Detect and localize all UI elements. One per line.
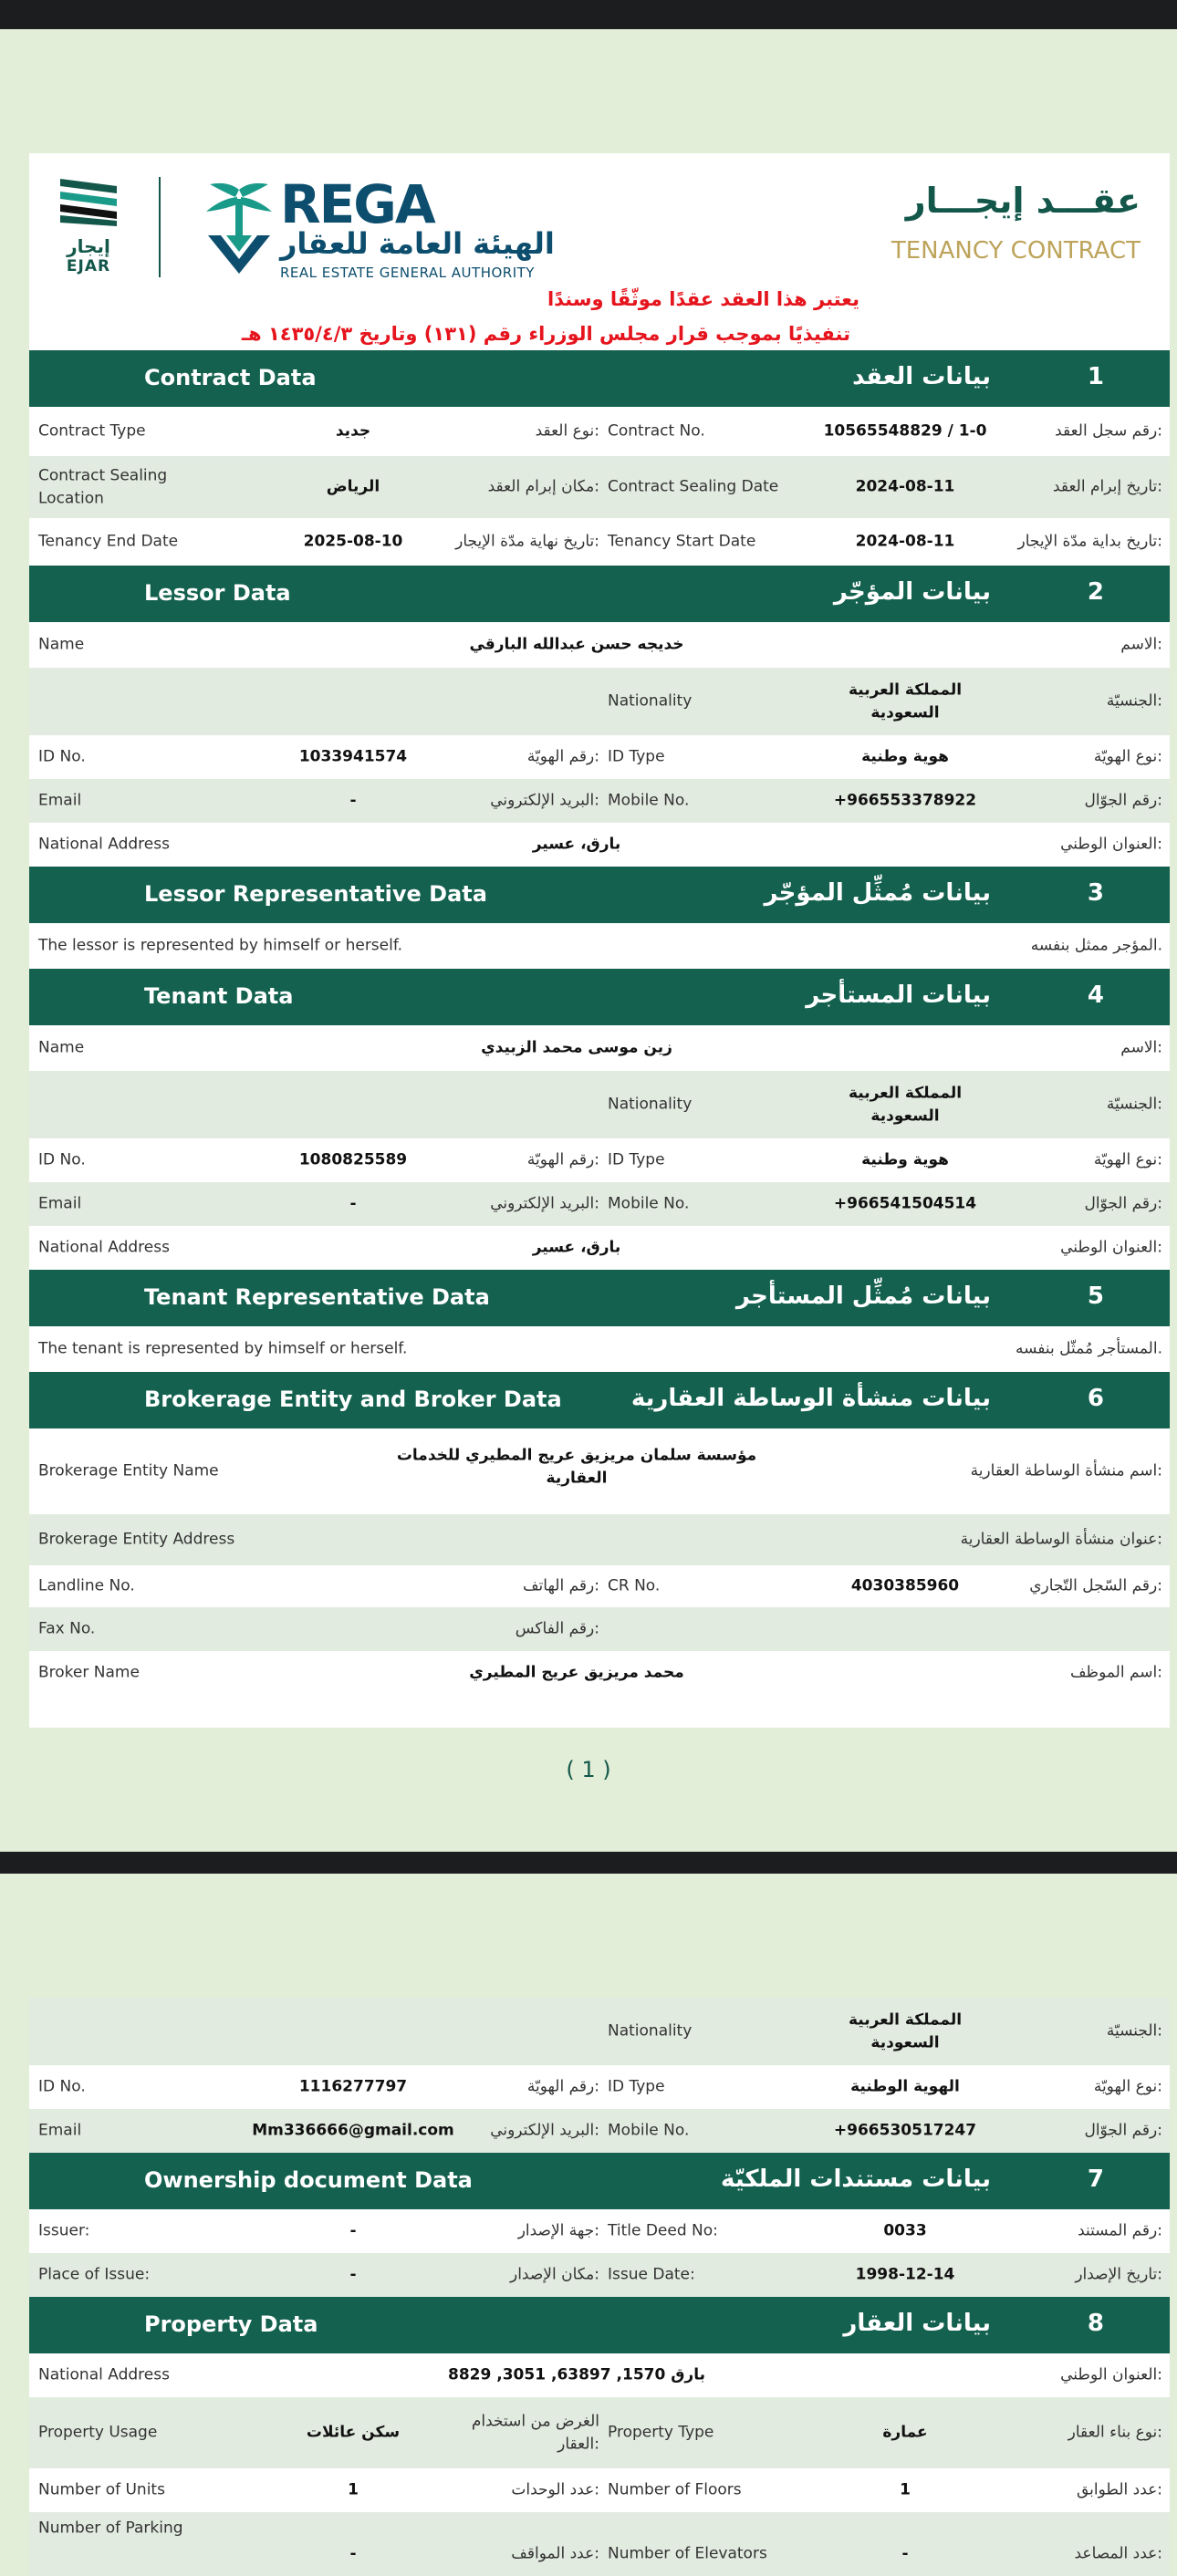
field-value: الهوية الوطنية xyxy=(850,2077,960,2096)
nationality-line-1: المملكة العربية xyxy=(848,2010,963,2030)
field-value: 0033 xyxy=(883,2221,927,2240)
field-value: 2025-08-10 xyxy=(303,532,403,551)
section-number: 7 xyxy=(1087,2166,1104,2193)
field-value: +966530517247 xyxy=(833,2121,977,2140)
field-label-en: Name xyxy=(38,1038,85,1057)
field-label-ar: جهة الإصدار: xyxy=(517,2221,599,2240)
contract-page-2 xyxy=(29,1998,1170,2563)
field-value: الرياض xyxy=(326,477,380,496)
nationality-line-1: المملكة العربية xyxy=(848,1084,963,1103)
field-label-en: ID No. xyxy=(38,1150,86,1169)
document-title-ar: عقـــد إيجـــار xyxy=(905,181,1141,221)
section-header-tenant-data xyxy=(29,969,1170,1025)
field-label-ar xyxy=(453,2410,599,2455)
field-label-en: Email xyxy=(38,2121,82,2140)
field-label-ar: تاريخ إبرام العقد: xyxy=(1052,477,1162,496)
field-label-en: Mobile No. xyxy=(608,791,690,810)
field-label-ar: مكان الإصدار: xyxy=(509,2265,599,2284)
field-label-ar: الجنسيّة: xyxy=(1106,1095,1162,1114)
table-row xyxy=(29,735,1170,779)
table-row xyxy=(29,1182,1170,1226)
ejar-logo xyxy=(47,173,130,275)
legal-notice-line-1: يعتبر هذا العقد عقدًا موثّقًا وسندًا xyxy=(547,288,859,310)
table-row xyxy=(29,2397,1170,2468)
field-label-ar: الاسم: xyxy=(1120,635,1162,654)
field-label-ar: نوع بناء العقار: xyxy=(1068,2423,1162,2442)
field-value: جديد xyxy=(335,421,371,441)
field-value: سكن عائلات xyxy=(306,2423,401,2442)
field-label-en: ID No. xyxy=(38,2077,86,2096)
field-label-ar: رقم الهويّة: xyxy=(526,1150,599,1169)
table-row xyxy=(29,1428,1170,1514)
field-label-en: Contract Sealing Date xyxy=(608,477,779,496)
brokerage-name-line-2: العقارية xyxy=(546,1469,608,1487)
field-label-en: ID Type xyxy=(608,2077,665,2096)
field-label-en: Contract No. xyxy=(608,421,705,441)
field-label-ar: الاسم: xyxy=(1120,1038,1162,1057)
field-label-en: Issuer: xyxy=(38,2221,90,2240)
field-label-ar: رقم الفاكس: xyxy=(515,1619,599,1638)
section-title-ar: بيانات منشأة الوساطة العقارية xyxy=(630,1385,991,1412)
rega-arabic-name: الهيئة العامة للعقار xyxy=(280,226,555,261)
nationality-line-2: السعودية xyxy=(870,2033,940,2051)
field-label-ar: العنوان الوطني: xyxy=(1060,1238,1162,1257)
section-number: 2 xyxy=(1087,578,1104,606)
table-row xyxy=(29,2109,1170,2153)
field-label-en: Title Deed No: xyxy=(608,2221,718,2240)
field-value: Mm336666@gmail.com xyxy=(252,2121,454,2140)
field-value: - xyxy=(349,2544,357,2563)
section-title-ar: بيانات العقار xyxy=(843,2310,991,2337)
section-title-ar: بيانات المستأجر xyxy=(806,982,991,1009)
section-number: 1 xyxy=(1087,363,1104,390)
table-row xyxy=(29,779,1170,823)
field-label-ar: رقم الجوّال: xyxy=(1084,2121,1162,2140)
logo-divider xyxy=(159,177,161,277)
field-label-en: ID Type xyxy=(608,747,665,766)
note-en: The lessor is represented by himself or herself. xyxy=(38,936,402,955)
section-number: 3 xyxy=(1087,879,1104,907)
table-row xyxy=(29,668,1170,735)
nationality-line-1: المملكة العربية xyxy=(848,680,963,700)
rega-english-name: REAL ESTATE GENERAL AUTHORITY xyxy=(280,265,535,281)
field-label-ar: البريد الإلكتروني: xyxy=(490,791,599,810)
field-value: +966553378922 xyxy=(833,791,977,810)
field-label-en: Contract Type xyxy=(38,421,146,441)
field-value: بارق، عسير xyxy=(532,1238,621,1257)
table-row xyxy=(29,2353,1170,2397)
section-number: 6 xyxy=(1087,1385,1104,1412)
usage-label-line-2: العقار: xyxy=(557,2435,599,2453)
field-label-ar: رقم الهاتف: xyxy=(522,1576,599,1595)
section-header-tenant-representative xyxy=(29,1270,1170,1326)
field-value: 1116277797 xyxy=(298,2077,408,2096)
table-row xyxy=(29,2512,1170,2576)
field-label-en: Mobile No. xyxy=(608,1194,690,1213)
field-label-en: Property Usage xyxy=(38,2423,158,2442)
section-title-ar: بيانات العقد xyxy=(852,363,991,390)
field-label-en: CR No. xyxy=(608,1576,661,1595)
table-row xyxy=(29,2468,1170,2512)
table-row xyxy=(29,1025,1170,1071)
field-label-en: Property Type xyxy=(608,2423,714,2442)
field-value: 1 xyxy=(348,2480,359,2499)
table-row xyxy=(29,823,1170,867)
field-label-en: Nationality xyxy=(608,1095,693,1114)
brokerage-name-line-1: مؤسسة سلمان مريزيق عريج المطيري للخدمات xyxy=(396,1446,757,1465)
field-value: بارق، عسير xyxy=(532,835,621,854)
table-row xyxy=(29,622,1170,668)
field-label-ar: البريد الإلكتروني: xyxy=(490,1194,599,1213)
field-label-ar: مكان إبرام العقد: xyxy=(487,477,599,496)
section-title-ar: بيانات مُمثِّل المؤجّر xyxy=(764,879,991,907)
ejar-logo-icon xyxy=(58,173,119,228)
field-label-ar: نوع الهويّة: xyxy=(1093,1150,1162,1169)
field-label-en: Nationality xyxy=(608,2021,693,2041)
note-ar: المؤجر ممثل بنفسه. xyxy=(1030,936,1162,955)
table-row xyxy=(29,1138,1170,1182)
section-title-en: Ownership document Data xyxy=(144,2167,473,2193)
page-separator-bar xyxy=(0,1852,1177,1874)
section-number: 5 xyxy=(1087,1283,1104,1310)
field-label-en: National Address xyxy=(38,835,170,854)
field-value: - xyxy=(901,2544,909,2563)
field-label-ar: نوع الهويّة: xyxy=(1093,2077,1162,2096)
field-label-en: Landline No. xyxy=(38,1576,135,1595)
field-label-ar: نوع الهويّة: xyxy=(1093,747,1162,766)
table-row xyxy=(29,1998,1170,2065)
field-label-en: ID No. xyxy=(38,747,86,766)
field-label-ar: رقم السّجل التّجاري: xyxy=(1029,1576,1162,1595)
field-label-ar: رقم الجوّال: xyxy=(1084,791,1162,810)
field-label-ar: عدد المصاعد: xyxy=(1074,2544,1162,2563)
field-label-ar: تاريخ بداية مدّة الإيجار: xyxy=(1017,532,1162,551)
section-title-en: Contract Data xyxy=(144,365,317,390)
field-label-ar: نوع العقد: xyxy=(535,421,599,441)
field-value: 1 xyxy=(900,2480,911,2499)
field-value: محمد مريزيق عريج المطيري xyxy=(469,1663,684,1682)
table-row xyxy=(29,2209,1170,2253)
field-value: 1998-12-14 xyxy=(855,2265,955,2284)
table-row xyxy=(29,1071,1170,1138)
field-label-en: Number of Elevators xyxy=(608,2544,767,2563)
table-row xyxy=(29,1514,1170,1565)
field-value: 2024-08-11 xyxy=(855,532,955,551)
note-ar: المستأجر مُمثّل بنفسه. xyxy=(1016,1339,1162,1358)
document-header xyxy=(29,153,1170,381)
table-row xyxy=(29,2065,1170,2109)
section-title-en: Lessor Representative Data xyxy=(144,881,487,907)
contract-page-1 xyxy=(29,153,1170,1728)
field-label-ar: عدد المواقف: xyxy=(511,2544,599,2563)
field-label-ar: العنوان الوطني: xyxy=(1060,2365,1162,2384)
field-label-ar: رقم المستند: xyxy=(1078,2221,1162,2240)
field-value xyxy=(376,1444,777,1489)
field-label-en: National Address xyxy=(38,2365,170,2384)
field-label-ar: اسم منشأة الوساطة العقارية: xyxy=(970,1461,1162,1480)
field-label-en: Number of Floors xyxy=(608,2480,742,2499)
section-header-ownership-document xyxy=(29,2153,1170,2209)
table-row xyxy=(29,456,1170,518)
field-label-ar: الجنسيّة: xyxy=(1106,691,1162,711)
section-title-en: Property Data xyxy=(144,2311,318,2337)
section-title-en: Tenant Representative Data xyxy=(144,1284,490,1310)
section-title-en: Brokerage Entity and Broker Data xyxy=(144,1387,562,1412)
section-title-en: Lessor Data xyxy=(144,580,291,606)
field-label-en: Number of Units xyxy=(38,2480,165,2499)
field-label-ar: رقم سجل العقد: xyxy=(1055,421,1162,441)
section-title-en: Tenant Data xyxy=(144,983,294,1009)
field-label-ar: اسم الموظف: xyxy=(1069,1663,1162,1682)
ejar-logo-ar: إيجار xyxy=(67,235,110,257)
field-label-en: Name xyxy=(38,635,85,654)
field-label-en: Email xyxy=(38,1194,82,1213)
section-title-ar: بيانات المؤجّر xyxy=(833,578,991,606)
section-header-contract-data xyxy=(29,350,1170,407)
field-value: 10565548829 / 1-0 xyxy=(823,421,987,441)
nationality-line-2: السعودية xyxy=(870,703,940,722)
field-label-en: National Address xyxy=(38,1238,170,1257)
field-value: - xyxy=(349,791,357,810)
section-title-ar: بيانات مستندات الملكيّة xyxy=(721,2166,991,2193)
field-label-en: Place of Issue: xyxy=(38,2265,151,2284)
document-title-en: TENANCY CONTRACT xyxy=(891,237,1141,265)
table-row xyxy=(29,518,1170,566)
rega-wordmark: REGA xyxy=(280,173,434,235)
field-label-en: Contract Sealing Location xyxy=(38,466,168,507)
table-row xyxy=(29,1565,1170,1607)
field-label-ar: رقم الجوّال: xyxy=(1084,1194,1162,1213)
field-value: 1080825589 xyxy=(298,1150,408,1169)
top-status-bar xyxy=(0,0,1177,29)
field-label-ar: تاريخ نهاية مدّة الإيجار: xyxy=(455,532,599,551)
field-label-en: Tenancy Start Date xyxy=(608,532,756,551)
field-label-ar: عدد الطوابق: xyxy=(1076,2480,1162,2499)
field-label-en: Issue Date: xyxy=(608,2265,695,2284)
field-label-en: ID Type xyxy=(608,1150,665,1169)
field-label-en: Mobile No. xyxy=(608,2121,690,2140)
rega-logo xyxy=(203,173,586,281)
section-number: 8 xyxy=(1087,2310,1104,2337)
table-row xyxy=(29,1607,1170,1651)
section-header-brokerage xyxy=(29,1372,1170,1428)
field-label-en: Broker Name xyxy=(38,1663,140,1682)
field-value: - xyxy=(349,2221,357,2240)
field-value: هوية وطنية xyxy=(861,1150,949,1169)
section-header-property-data xyxy=(29,2297,1170,2353)
field-value: زين موسى محمد الزبيدي xyxy=(481,1038,672,1057)
field-label-ar: تاريخ الإصدار: xyxy=(1075,2265,1162,2284)
rega-palm-icon xyxy=(203,181,276,275)
field-value: هوية وطنية xyxy=(861,747,949,766)
field-label-en: Nationality xyxy=(608,691,693,711)
field-value: - xyxy=(349,2265,357,2284)
field-label-ar: رقم الهويّة: xyxy=(526,2077,599,2096)
table-row xyxy=(29,2253,1170,2297)
section-header-lessor-data xyxy=(29,566,1170,622)
section-number: 4 xyxy=(1087,982,1104,1009)
field-label-ar: رقم الهويّة: xyxy=(526,747,599,766)
field-value: بارق 1570, 63897, 3051, 8829 xyxy=(448,2365,705,2384)
field-label-en: Brokerage Entity Name xyxy=(38,1461,219,1480)
field-label-ar: العنوان الوطني: xyxy=(1060,835,1162,854)
table-row xyxy=(29,923,1170,969)
field-label-en: Tenancy End Date xyxy=(38,532,179,551)
table-row xyxy=(29,1226,1170,1270)
note-en: The tenant is represented by himself or herself. xyxy=(38,1339,408,1358)
field-value: 2024-08-11 xyxy=(855,477,955,496)
nationality-line-2: السعودية xyxy=(870,1106,940,1125)
section-title-ar: بيانات مُمثِّل المستأجر xyxy=(735,1283,991,1310)
field-label-en: Fax No. xyxy=(38,1619,96,1638)
field-value: 1033941574 xyxy=(298,747,408,766)
field-value: - xyxy=(349,1194,357,1213)
field-label-en: Brokerage Entity Address xyxy=(38,1530,235,1549)
field-label-ar: الجنسيّة: xyxy=(1106,2021,1162,2041)
field-value: 4030385960 xyxy=(850,1576,960,1595)
field-value: +966541504514 xyxy=(833,1194,977,1213)
ejar-logo-en: EJAR xyxy=(66,257,111,275)
field-label-en: Email xyxy=(38,791,82,810)
field-label-ar: عنوان منشأة الوساطة العقارية: xyxy=(960,1530,1162,1549)
field-value: عمارة xyxy=(882,2423,928,2442)
section-header-lessor-representative xyxy=(29,867,1170,923)
table-row xyxy=(29,407,1170,456)
usage-label-line-1: الغرض من استخدام xyxy=(471,2412,599,2431)
field-label-ar: البريد الإلكتروني: xyxy=(490,2121,599,2140)
page-number: ( 1 ) xyxy=(566,1757,611,1782)
field-label-ar: عدد الوحدات: xyxy=(511,2480,599,2499)
field-label-en: Number of Parking xyxy=(38,2519,183,2538)
field-value: خديجه حسن عبدالله البارقي xyxy=(469,635,684,654)
table-row xyxy=(29,1651,1170,1695)
table-row xyxy=(29,1326,1170,1372)
legal-notice-line-2: تنفيذيًا بموجب قرار مجلس الوزراء رقم (١٣١) وتاريخ ١٤٣٥/٤/٣ هـ xyxy=(241,323,850,345)
